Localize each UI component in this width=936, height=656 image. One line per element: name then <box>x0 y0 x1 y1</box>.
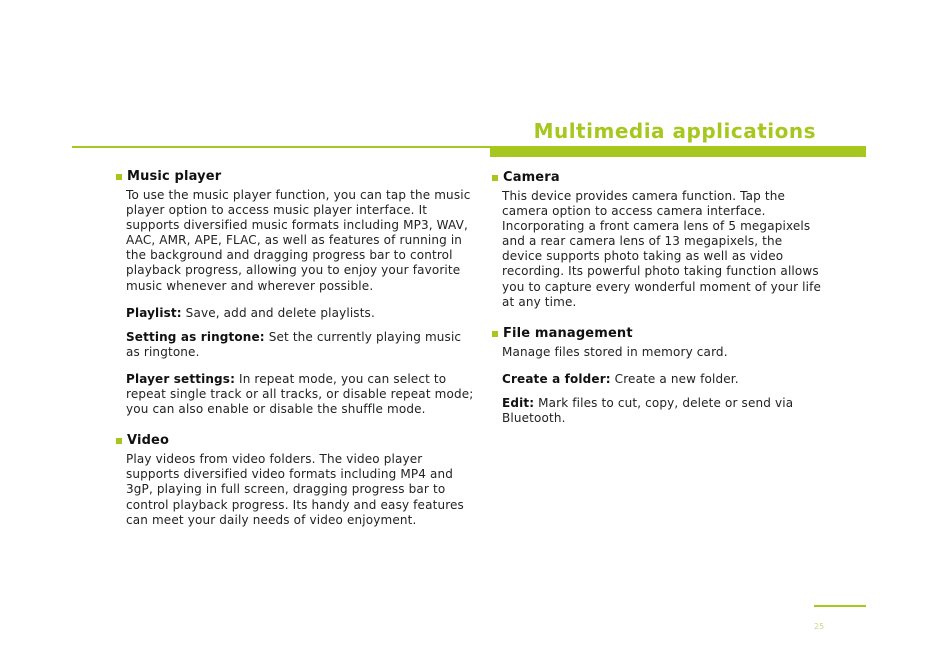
bullet-icon <box>492 175 498 181</box>
bullet-icon <box>116 174 122 180</box>
right-column <box>492 170 824 426</box>
edit-label: Edit: <box>502 395 535 410</box>
camera-heading <box>492 170 824 186</box>
camera-heading-text: Camera <box>503 170 560 185</box>
playlist-item <box>126 306 476 321</box>
camera-section <box>492 170 824 310</box>
file-management-heading <box>492 326 824 342</box>
page-number: 25 <box>814 622 825 631</box>
edit-text: Mark files to cut, copy, delete or send via Bluetooth. <box>502 395 794 426</box>
header-rule-thin <box>72 146 490 148</box>
bullet-icon <box>492 331 498 337</box>
create-folder-item <box>502 372 824 387</box>
player-settings-item <box>126 372 476 417</box>
music-player-heading <box>116 169 476 185</box>
create-folder-text: Create a new folder. <box>610 371 739 386</box>
ringtone-item <box>126 330 476 360</box>
video-heading-text: Video <box>127 433 170 449</box>
video-body: Play videos from video folders. The video player supports diversified video formats including MP4 and 3gP, playing in full screen, dragging progress bar to control playback progress. Its handy and easy features can meet your daily needs of video enjoyment. <box>126 452 464 527</box>
music-player-section <box>116 169 476 417</box>
file-management-body: Manage files stored in memory card. <box>502 344 728 359</box>
music-player-heading-text: Music player <box>127 169 222 184</box>
edit-item <box>502 396 824 426</box>
playlist-label: Playlist: <box>126 305 182 320</box>
left-column <box>116 169 476 528</box>
music-player-body: To use the music player function, you can tap the music player option to access music player interface. It supports diversified music formats including MP3, WAV, AAC, AMR, APE, FLAC, as well as features of running in the background and dragging progress bar to control playback progress, allowing you to enjoy your favorite music whenever and wherever possible. <box>126 188 471 293</box>
footer-rule <box>814 605 866 607</box>
player-settings-text: In repeat mode, you can select to repeat single track or all tracks, or disable repeat mode; you can also enable or disable the shuffle mode. <box>126 371 474 417</box>
header-rule-thick <box>490 146 866 157</box>
ringtone-label: Setting as ringtone: <box>126 329 265 344</box>
camera-body: This device provides camera function. Tap the camera option to access camera interface. Incorporating a front camera lens of 5 megapixels and a rear camera lens of 13 megapixels, the device supports photo taking as well as video recording. Its powerful photo taking function allows you to capture every wonderful moment of your life at any time. <box>502 189 822 309</box>
video-heading <box>116 433 476 449</box>
player-settings-label: Player settings: <box>126 371 236 386</box>
ringtone-text: Set the currently playing music as ringtone. <box>126 329 462 359</box>
video-section <box>116 433 476 527</box>
file-management-section <box>492 326 824 426</box>
create-folder-label: Create a folder: <box>502 371 611 386</box>
playlist-text: Save, add and delete playlists. <box>181 305 375 320</box>
page-title: Multimedia applications <box>533 119 816 143</box>
bullet-icon <box>116 438 122 444</box>
file-management-heading-text: File management <box>503 325 633 341</box>
